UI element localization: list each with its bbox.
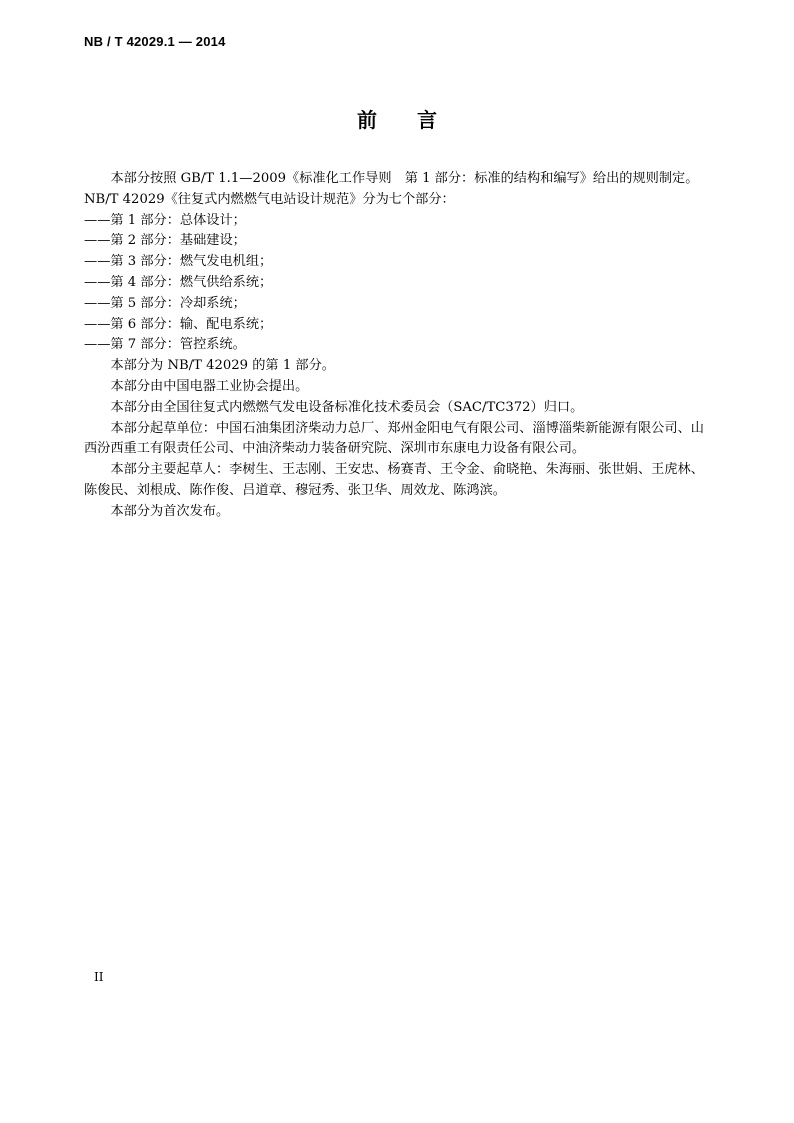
paragraph-parts-intro: NB/T 42029《往复式内燃燃气电站设计规范》分为七个部分： <box>84 191 455 207</box>
paragraph-drafting-rules: 本部分按照 GB/T 1.1—2009《标准化工作导则 第 1 部分：标准的结构和编写》给出的规则制定。 <box>110 171 699 186</box>
list-item-part-3: ——第 3 部分：燃气发电机组； <box>84 254 273 270</box>
list-item-part-7: ——第 7 部分：管控系统。 <box>84 337 246 353</box>
paragraph-under-jurisdiction: 本部分由全国往复式内燃燃气发电设备标准化技术委员会（SAC/TC372）归口。 <box>110 399 584 415</box>
list-item-part-4: ——第 4 部分：燃气供给系统； <box>84 274 273 290</box>
page-number: II <box>94 970 104 984</box>
page-title: 前 言 <box>357 108 437 132</box>
list-item-part-5: ——第 5 部分：冷却系统； <box>84 295 246 311</box>
paragraph-part-number: 本部分为 NB/T 42029 的第 1 部分。 <box>110 358 335 374</box>
paragraph-first-release: 本部分为首次发布。 <box>110 503 230 519</box>
document-code-header: NB / T 42029.1 — 2014 <box>84 34 226 49</box>
list-item-part-6: ——第 6 部分：输、配电系统； <box>84 316 273 332</box>
list-item-part-1: ——第 1 部分：总体设计； <box>84 212 246 228</box>
paragraph-drafting-units: 本部分起草单位：中国石油集团济柴动力总厂、郑州金阳电气有限公司、淄博淄柴新能源有限公司、山西汾西重工有限责任公司、中油济柴动力装备研究院、深圳市东康电力设备有限公司。 <box>84 420 704 457</box>
foreword-body <box>84 169 714 523</box>
paragraph-proposed-by: 本部分由中国电器工业协会提出。 <box>110 378 309 394</box>
paragraph-main-drafters: 本部分主要起草人：李树生、王志刚、王安忠、杨赛青、王令金、俞晓艳、朱海丽、张世娟、王虎林、陈俊民、刘根成、陈作俊、吕道章、穆冠秀、张卫华、周效龙、陈鸿滨。 <box>84 462 704 498</box>
list-item-part-2: ——第 2 部分：基础建设； <box>84 233 246 249</box>
